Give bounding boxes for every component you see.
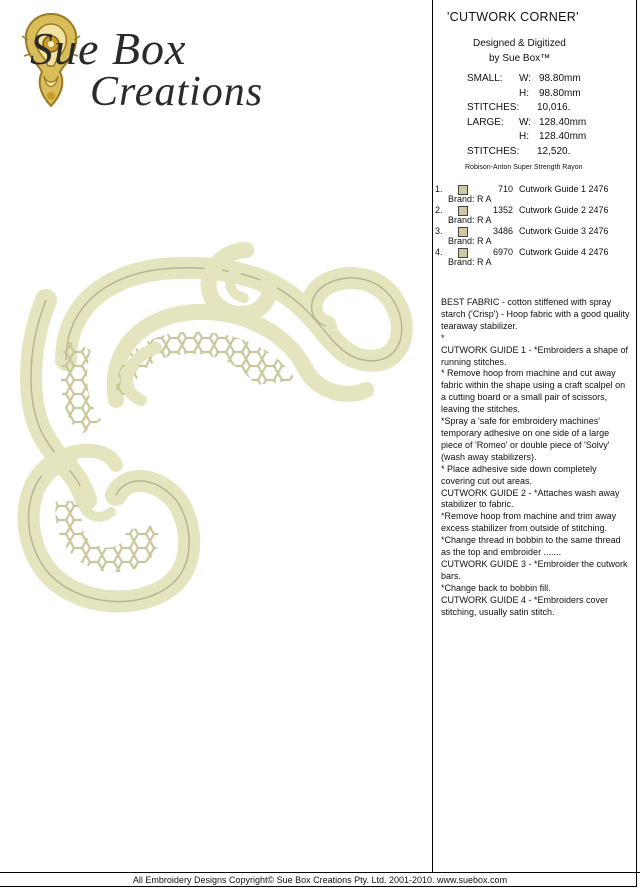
- large-width-value: 128.40mm: [539, 117, 587, 128]
- instruction-paragraph: *Remove hoop from machine and trim away excess stabilizer from outside of stitching.: [441, 511, 617, 534]
- instruction-paragraph: CUTWORK GUIDE 3 - *Embroider the cutwork bars.: [441, 558, 628, 581]
- thread-code: 1352: [492, 205, 513, 215]
- large-stitches-label: STITCHES:: [467, 146, 520, 157]
- small-width-value: 98.80mm: [539, 73, 581, 84]
- guide-number: 3.: [435, 226, 443, 236]
- cutwork-corner-design: [6, 240, 430, 620]
- guide-brand: Brand: R A: [448, 236, 492, 246]
- large-height-label: H:: [519, 131, 529, 142]
- thread-code: 6970: [492, 247, 513, 257]
- guide-number: 4.: [435, 247, 443, 257]
- instruction-paragraph: BEST FABRIC - cotton stiffened with spray starch ('Crisp') - Hoop fabric with a good quality tearaway stabilizer.: [441, 297, 630, 331]
- guide-brand: Brand: R A: [448, 194, 492, 204]
- column-divider: [432, 0, 433, 872]
- instruction-paragraph: *: [441, 332, 445, 343]
- thread-code: 710: [497, 184, 513, 194]
- instruction-paragraph: *Change back to bobbin fill.: [441, 582, 551, 593]
- large-stitches-value: 12,520.: [537, 146, 571, 157]
- brand-name-line2: Creations: [90, 69, 264, 115]
- list-item: [433, 226, 637, 247]
- list-item: [433, 247, 637, 268]
- upper-scroll: [66, 250, 402, 400]
- brand-logo: [16, 10, 266, 120]
- instruction-paragraph: *Change thread in bobbin to the same thread as the top and embroider .......: [441, 535, 621, 558]
- instruction-paragraph: CUTWORK GUIDE 4 - *Embroiders cover stitching, usually satin stitch.: [441, 594, 609, 617]
- designed-by-line1: Designed & Digitized: [473, 38, 566, 49]
- footer-divider: [0, 872, 640, 873]
- instruction-paragraph: *Spray a 'safe for embroidery machines' temporary adhesive on one side of a large piece of 'Romeo' or double piece of 'Solvy' (wash away stabilizers).: [441, 416, 610, 462]
- lower-scroll: [29, 451, 190, 602]
- brand-name-line1: Sue Box: [30, 23, 187, 74]
- small-stitches-label: STITCHES:: [467, 102, 520, 113]
- guide-number: 1.: [435, 184, 443, 194]
- guide-label: Cutwork Guide 3 2476: [519, 226, 609, 236]
- guide-label: Cutwork Guide 2 2476: [519, 205, 609, 215]
- instruction-paragraph: * Remove hoop from machine and cut away fabric within the shape using a craft scalpel on a cutting board or a small pair of scissors, leaving the stitches.: [441, 368, 626, 415]
- instructions: [441, 297, 631, 618]
- thread-code: 3486: [492, 226, 513, 236]
- small-stitches-value: 10,016.: [537, 102, 571, 113]
- guide-label: Cutwork Guide 1 2476: [519, 184, 609, 194]
- list-item: [433, 184, 637, 205]
- large-label: LARGE:: [467, 117, 504, 128]
- thread-brand: Robison-Anton Super Strength Rayon: [465, 164, 583, 171]
- guide-number: 2.: [435, 205, 443, 215]
- instruction-paragraph: CUTWORK GUIDE 1 - *Embroiders a shape of running stitches.: [441, 344, 629, 367]
- large-width-label: W:: [519, 117, 532, 128]
- large-height-value: 128.40mm: [539, 131, 587, 142]
- designed-by-line2: by Sue Box™: [489, 53, 551, 64]
- small-height-label: H:: [519, 88, 529, 99]
- instruction-paragraph: CUTWORK GUIDE 2 - *Attaches wash away stabilizer to fabric.: [441, 487, 620, 510]
- copyright-footer: All Embroidery Designs Copyright© Sue Box Creations Pty. Ltd. 2001-2010. www.suebox.com: [132, 875, 508, 885]
- guide-brand: Brand: R A: [448, 257, 492, 267]
- small-height-value: 98.80mm: [539, 88, 581, 99]
- guide-label: Cutwork Guide 4 2476: [519, 247, 609, 257]
- instruction-paragraph: * Place adhesive side down completely covering cut out areas.: [441, 463, 597, 486]
- small-label: SMALL:: [467, 73, 503, 84]
- design-title: 'CUTWORK CORNER': [447, 10, 579, 24]
- small-width-label: W:: [519, 73, 532, 84]
- guide-brand: Brand: R A: [448, 215, 492, 225]
- list-item: [433, 205, 637, 226]
